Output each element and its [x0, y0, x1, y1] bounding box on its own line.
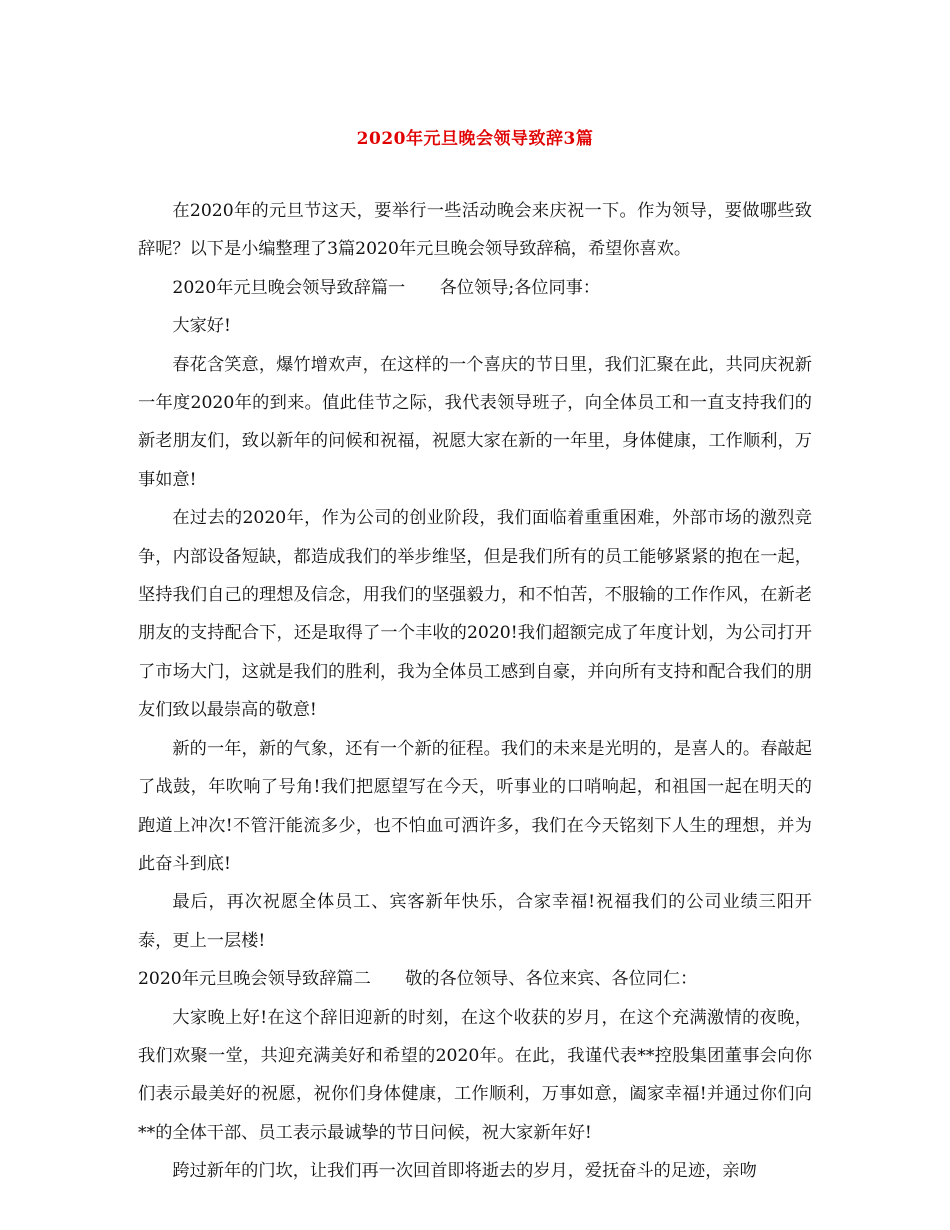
closing-paragraph: 最后，再次祝愿全体员工、宾客新年快乐，合家幸福!祝福我们的公司业绩三阳开泰，更上一层楼! — [138, 892, 812, 951]
section-heading-2: 2020年元旦晚会领导致辞篇二 敬的各位领导、各位来宾、各位同仁： — [138, 969, 698, 990]
body-paragraph: 在过去的2020年，作为公司的创业阶段，我们面临着重重困难，外部市场的激烈竞争，内部设备短缺，都造成我们的举步维坚，但是我们所有的员工能够紧紧的抱在一起，坚持我们自己的理想及信念，用我们的坚强毅力，和不怕苦，不服输的工作作风，在新老朋友的支持配合下，还是取得了一个丰收的2020!我们超额完成了年度计划，为公司打开了市场大门，这就是我们的胜利，我为全体员工感到自豪，并向所有支持和配合我们的朋友们致以最崇高的敬意! — [138, 508, 812, 721]
document-title: 2020年元旦晚会领导致辞3篇 — [356, 129, 594, 149]
body-paragraph: 跨过新年的门坎，让我们再一次回首即将逝去的岁月，爱抚奋斗的足迹，亲吻 — [172, 1161, 757, 1182]
intro-paragraph: 在2020年的元旦节这天，要举行一些活动晚会来庆祝一下。作为领导，要做哪些致辞呢？以下是小编整理了3篇2020年元旦晚会领导致辞稿，希望你喜欢。 — [138, 201, 812, 260]
greeting-paragraph: 大家好! — [172, 316, 231, 337]
document-body — [138, 192, 812, 1191]
section-heading-1: 2020年元旦晚会领导致辞篇一 各位领导;各位同事： — [172, 277, 601, 298]
body-paragraph: 春花含笑意，爆竹增欢声，在这样的一个喜庆的节日里，我们汇聚在此，共同庆祝新一年度2020年的到来。值此佳节之际，我代表领导班子，向全体员工和一直支持我们的新老朋友们，致以新年的问候和祝福，祝愿大家在新的一年里，身体健康，工作顺利，万事如意! — [138, 354, 812, 490]
body-paragraph: 大家晚上好!在这个辞旧迎新的时刻，在这个收获的岁月，在这个充满激情的夜晚，我们欢聚一堂，共迎充满美好和希望的2020年。在此，我谨代表**控股集团董事会向你们表示最美好的祝愿，祝你们身体健康，工作顺利，万事如意，阖家幸福!并通过你们向**的全体干部、员工表示最诚挚的节日问候，祝大家新年好! — [138, 1007, 812, 1143]
body-paragraph: 新的一年，新的气象，还有一个新的征程。我们的未来是光明的，是喜人的。春敲起了战鼓，年吹响了号角!我们把愿望写在今天，听事业的口哨响起，和祖国一起在明天的跑道上冲次!不管汗能流多少，也不怕血可洒许多，我们在今天铭刻下人生的理想，并为此奋斗到底! — [138, 738, 812, 874]
